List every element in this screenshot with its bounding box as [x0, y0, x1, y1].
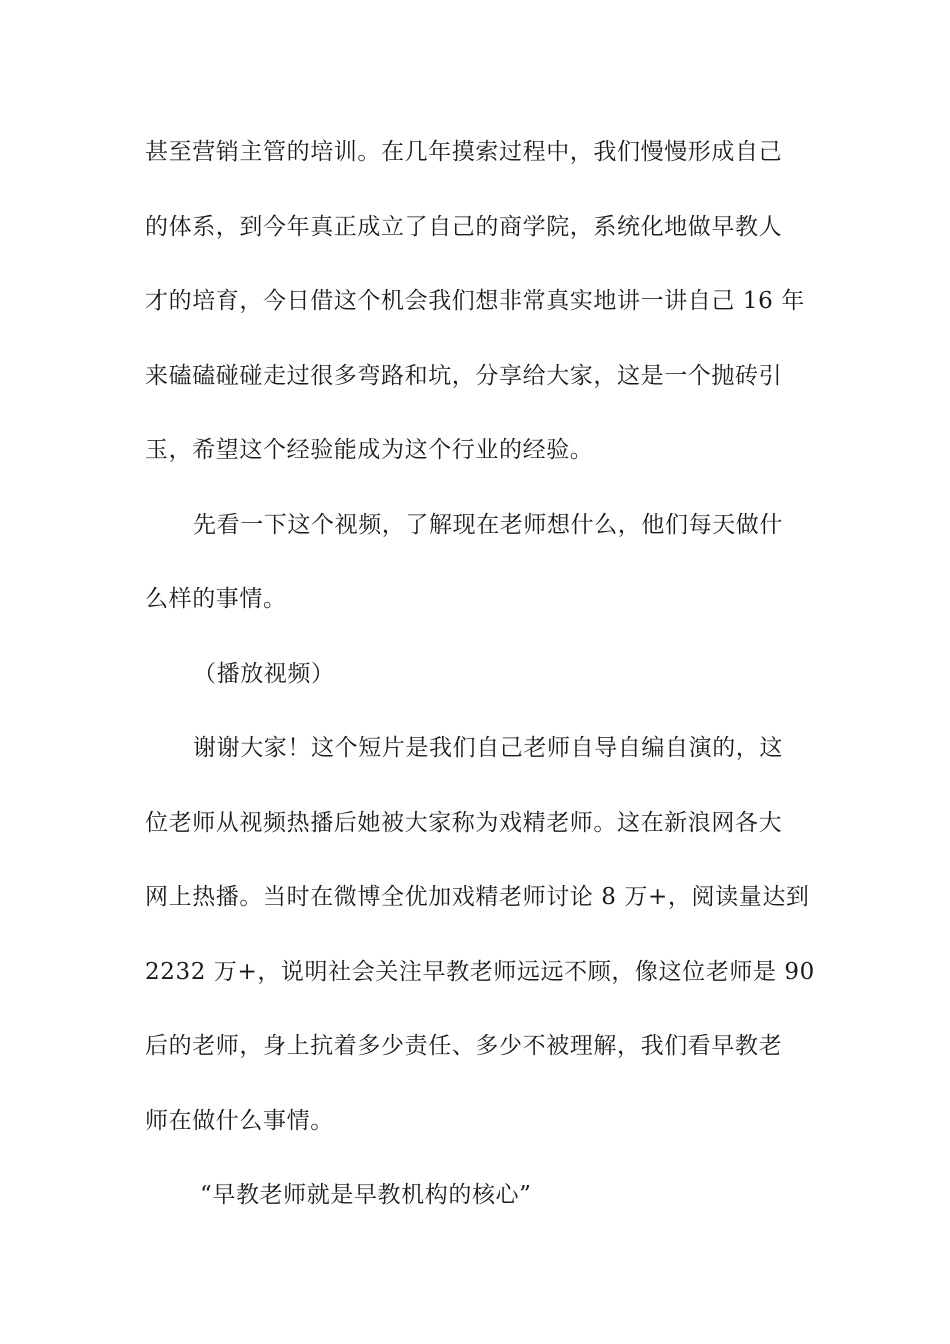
text-line: 后的老师，身上抗着多少责任、多少不被理解，我们看早教老 [145, 1033, 783, 1059]
text-line: 2232 万+，说明社会关注早教老师远远不顾，像这位老师是 90 [145, 959, 815, 985]
text-line: 先看一下这个视频，了解现在老师想什么，他们每天做什 [193, 512, 783, 538]
text-line: 来磕磕碰碰走过很多弯路和坑，分享给大家，这是一个抛砖引 [145, 363, 783, 389]
text-line: 么样的事情。 [145, 586, 287, 612]
text-line: 谢谢大家！这个短片是我们自己老师自导自编自演的，这 [193, 735, 783, 761]
text-line: 网上热播。当时在微博全优加戏精老师讨论 8 万+，阅读量达到 [145, 884, 810, 910]
text-line: 才的培育，今日借这个机会我们想非常真实地讲一讲自己 16 年 [145, 288, 805, 314]
text-line: （播放视频） [193, 661, 335, 687]
quote-heading: “早教老师就是早教机构的核心” [200, 1182, 532, 1208]
text-line: 甚至营销主管的培训。在几年摸索过程中，我们慢慢形成自己 [145, 139, 783, 165]
text-line: 位老师从视频热播后她被大家称为戏精老师。这在新浪网各大 [145, 810, 783, 836]
text-line: 的体系，到今年真正成立了自己的商学院，系统化地做早教人 [145, 214, 783, 240]
text-line: 玉，希望这个经验能成为这个行业的经验。 [145, 437, 594, 463]
text-line: 师在做什么事情。 [145, 1108, 334, 1134]
